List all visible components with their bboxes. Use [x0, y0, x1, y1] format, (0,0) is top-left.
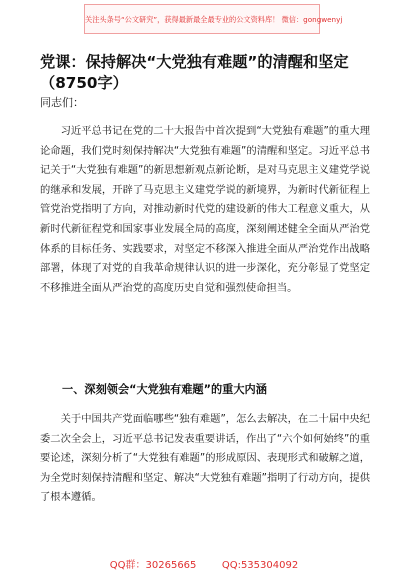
- footer-contact: QQ群：30265665 QQ:535304092: [109, 560, 299, 571]
- salutation: 同志们：: [40, 96, 84, 109]
- body-paragraph-2: 关于中国共产党面临哪些“独有难题”，怎么去解决，在二十届中央纪委二次全会上，习近平总书记发表重要讲话，作出了“六个如何始终”的重要论述，深刻分析了“大党独有难题”的形成原因、表现形式和破解之道，为全党时刻保持清醒和坚定、解决“大党独有难题”指明了行动方向，提供了根本遵循。: [40, 413, 370, 504]
- section-heading-1: 一、深刻领会“大党独有难题”的重大内涵: [62, 383, 267, 396]
- document-title: 党课：保持解决“大党独有难题”的清醒和坚定（8750字）: [40, 53, 349, 92]
- header-banner: [84, 4, 343, 34]
- banner-text: 关注头条号“公文研究”，获得最新最全最专业的公文资料库！ 微信：gongwenyj: [85, 15, 343, 24]
- body-paragraph-1: 习近平总书记在党的二十大报告中首次提到“大党独有难题”的重大理论命题，我们党时刻保持解决“大党独有难题”的清醒和坚定。习近平总书记关于“大党独有难题”的新思想新观点新论断，是对马克思主义建党学说的继承和发展，开辟了马克思主义建党学说的新境界，为新时代新征程上管党治党指明了方向，对推动新时代党的建设新的伟大工程意义重大，从新时代新征程党和国家事业发展全局的高度，深刻阐述健全全面从严治党体系的目标任务、实践要求，对坚定不移深入推进全面从严治党作出战略部署，体现了对党的自我革命规律认识的进一步深化，充分彰显了党坚定不移推进全面从严治党的高度历史自觉和强烈使命担当。: [40, 125, 370, 294]
